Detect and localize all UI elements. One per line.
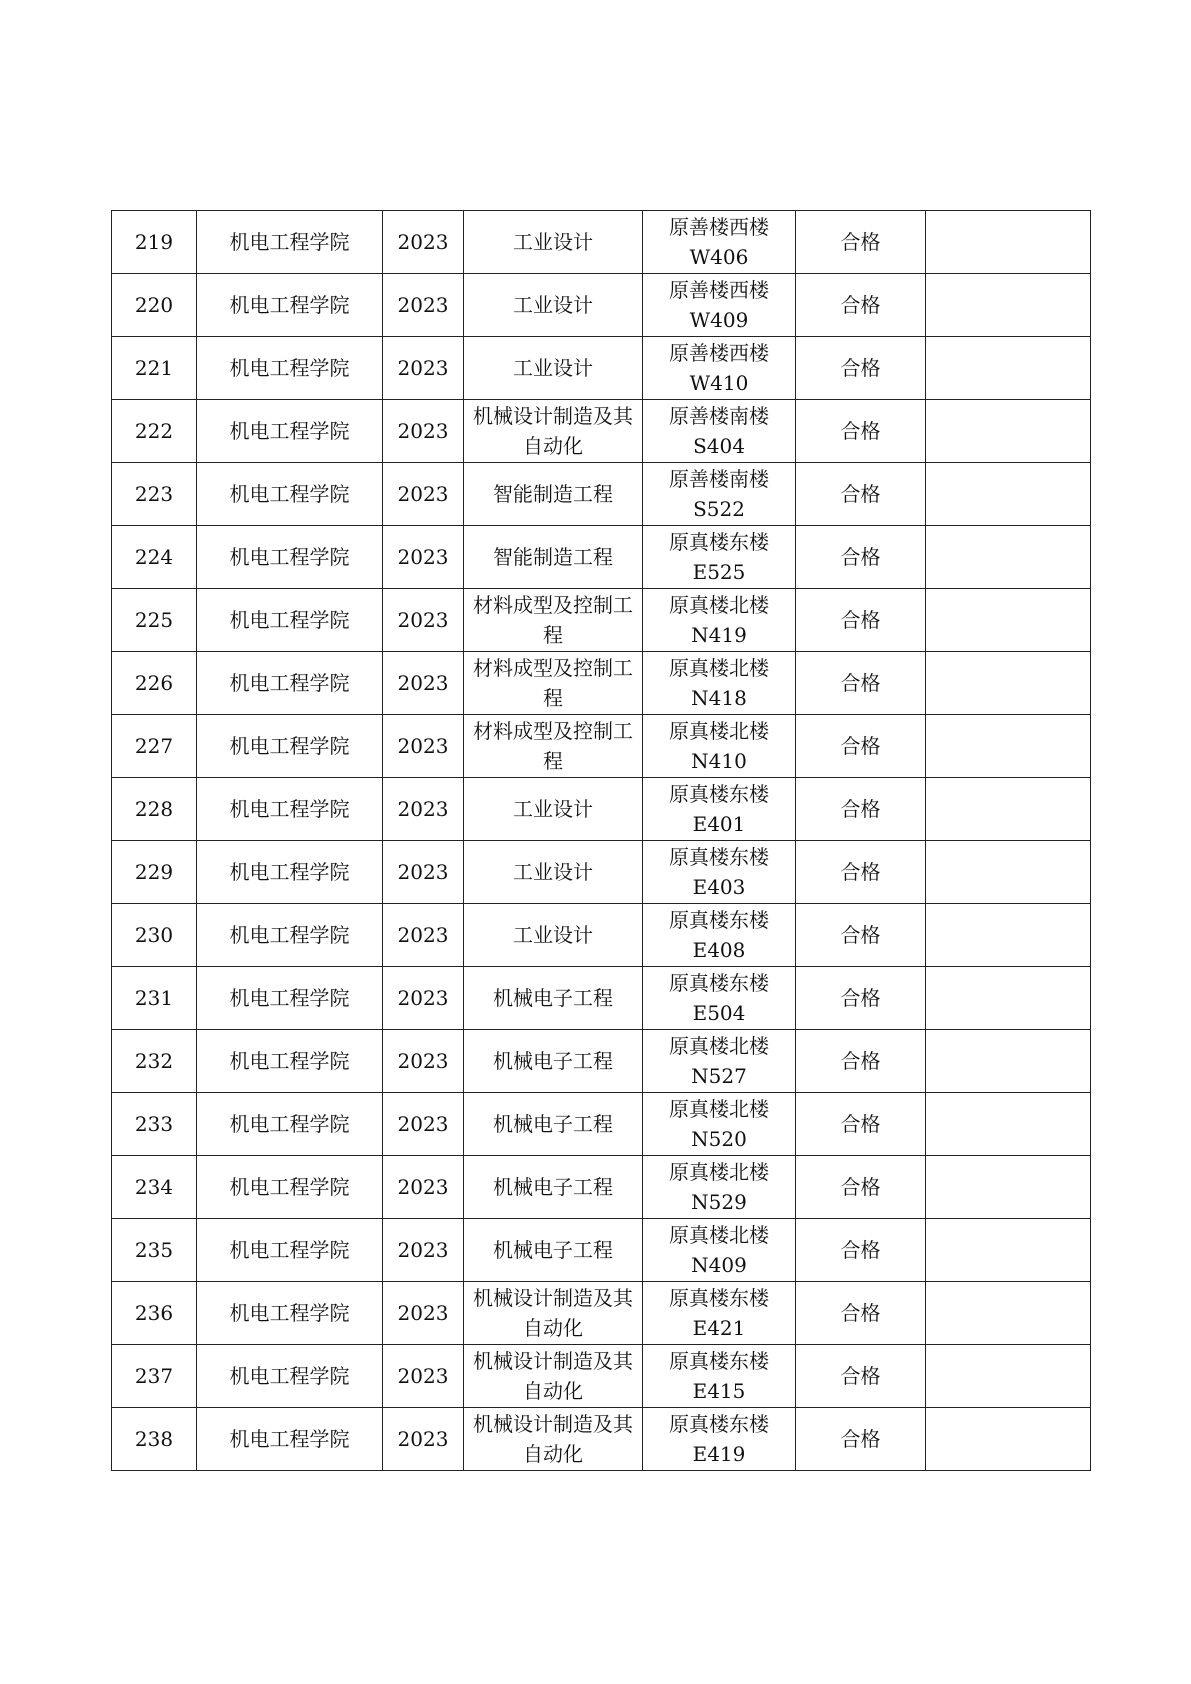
cell-result: 合格 — [796, 967, 926, 1030]
table-row — [112, 1093, 1091, 1156]
room-number: E525 — [692, 560, 746, 584]
cell-result: 合格 — [796, 1093, 926, 1156]
cell-year: 2023 — [383, 1282, 464, 1345]
room-number: E419 — [692, 1442, 746, 1466]
cell-remark — [926, 1282, 1091, 1345]
room-number: S522 — [693, 497, 745, 521]
cell-room — [643, 1030, 796, 1093]
room-number: N529 — [691, 1190, 747, 1214]
cell-major: 工业设计 — [464, 778, 643, 841]
table-row — [112, 904, 1091, 967]
table-row — [112, 1156, 1091, 1219]
room-building: 原真楼东楼 — [669, 530, 769, 554]
cell-remark — [926, 1408, 1091, 1471]
cell-major: 材料成型及控制工程 — [464, 715, 643, 778]
cell-major: 工业设计 — [464, 274, 643, 337]
cell-year: 2023 — [383, 337, 464, 400]
cell-no: 235 — [112, 1219, 197, 1282]
cell-major: 机械设计制造及其自动化 — [464, 1345, 643, 1408]
cell-result: 合格 — [796, 715, 926, 778]
table-row — [112, 841, 1091, 904]
cell-year: 2023 — [383, 652, 464, 715]
cell-major: 机械设计制造及其自动化 — [464, 400, 643, 463]
cell-result: 合格 — [796, 904, 926, 967]
room-building: 原真楼北楼 — [669, 1034, 769, 1058]
table-row — [112, 1282, 1091, 1345]
cell-major: 材料成型及控制工程 — [464, 589, 643, 652]
cell-major: 工业设计 — [464, 211, 643, 274]
cell-year: 2023 — [383, 967, 464, 1030]
cell-college: 机电工程学院 — [197, 1408, 383, 1471]
cell-college: 机电工程学院 — [197, 400, 383, 463]
room-building: 原真楼北楼 — [669, 593, 769, 617]
cell-remark — [926, 652, 1091, 715]
cell-college: 机电工程学院 — [197, 526, 383, 589]
cell-result: 合格 — [796, 589, 926, 652]
table-row — [112, 211, 1091, 274]
cell-major: 工业设计 — [464, 904, 643, 967]
table-row — [112, 715, 1091, 778]
room-number: E504 — [692, 1001, 746, 1025]
cell-year: 2023 — [383, 1093, 464, 1156]
cell-major: 智能制造工程 — [464, 463, 643, 526]
cell-college: 机电工程学院 — [197, 1030, 383, 1093]
cell-remark — [926, 463, 1091, 526]
cell-remark — [926, 1030, 1091, 1093]
cell-no: 226 — [112, 652, 197, 715]
cell-college: 机电工程学院 — [197, 904, 383, 967]
cell-result: 合格 — [796, 463, 926, 526]
room-number: E415 — [692, 1379, 746, 1403]
cell-remark — [926, 904, 1091, 967]
cell-no: 229 — [112, 841, 197, 904]
cell-year: 2023 — [383, 211, 464, 274]
table-row — [112, 274, 1091, 337]
cell-college: 机电工程学院 — [197, 1282, 383, 1345]
cell-room — [643, 1093, 796, 1156]
cell-room — [643, 652, 796, 715]
cell-room — [643, 526, 796, 589]
cell-no: 234 — [112, 1156, 197, 1219]
cell-college: 机电工程学院 — [197, 778, 383, 841]
cell-major: 机械设计制造及其自动化 — [464, 1408, 643, 1471]
cell-room — [643, 1156, 796, 1219]
cell-room — [643, 337, 796, 400]
cell-major: 机械设计制造及其自动化 — [464, 1282, 643, 1345]
cell-remark — [926, 1156, 1091, 1219]
cell-college: 机电工程学院 — [197, 1093, 383, 1156]
cell-result: 合格 — [796, 1156, 926, 1219]
cell-no: 237 — [112, 1345, 197, 1408]
table-row — [112, 337, 1091, 400]
cell-remark — [926, 967, 1091, 1030]
table-row — [112, 1219, 1091, 1282]
cell-major: 工业设计 — [464, 841, 643, 904]
room-building: 原真楼东楼 — [669, 908, 769, 932]
cell-result: 合格 — [796, 1345, 926, 1408]
cell-year: 2023 — [383, 400, 464, 463]
cell-major: 机械电子工程 — [464, 1030, 643, 1093]
room-number: E408 — [692, 938, 746, 962]
cell-college: 机电工程学院 — [197, 715, 383, 778]
table-row — [112, 400, 1091, 463]
cell-no: 220 — [112, 274, 197, 337]
table-row — [112, 463, 1091, 526]
cell-year: 2023 — [383, 904, 464, 967]
cell-no: 232 — [112, 1030, 197, 1093]
room-number: N418 — [691, 686, 747, 710]
cell-room — [643, 1408, 796, 1471]
cell-remark — [926, 841, 1091, 904]
cell-no: 222 — [112, 400, 197, 463]
cell-college: 机电工程学院 — [197, 652, 383, 715]
cell-no: 223 — [112, 463, 197, 526]
room-building: 原善楼西楼 — [669, 341, 769, 365]
cell-result: 合格 — [796, 1030, 926, 1093]
cell-college: 机电工程学院 — [197, 1345, 383, 1408]
cell-year: 2023 — [383, 589, 464, 652]
cell-remark — [926, 400, 1091, 463]
cell-remark — [926, 211, 1091, 274]
cell-major: 机械电子工程 — [464, 1156, 643, 1219]
room-number: E421 — [692, 1316, 746, 1340]
cell-no: 225 — [112, 589, 197, 652]
room-number: N520 — [691, 1127, 747, 1151]
cell-result: 合格 — [796, 841, 926, 904]
cell-college: 机电工程学院 — [197, 967, 383, 1030]
cell-year: 2023 — [383, 274, 464, 337]
cell-college: 机电工程学院 — [197, 463, 383, 526]
table-row — [112, 1345, 1091, 1408]
cell-no: 219 — [112, 211, 197, 274]
cell-major: 机械电子工程 — [464, 1219, 643, 1282]
cell-year: 2023 — [383, 1408, 464, 1471]
cell-result: 合格 — [796, 400, 926, 463]
cell-room — [643, 778, 796, 841]
cell-major: 机械电子工程 — [464, 1093, 643, 1156]
cell-result: 合格 — [796, 211, 926, 274]
room-building: 原真楼东楼 — [669, 782, 769, 806]
room-number: E403 — [692, 875, 746, 899]
cell-year: 2023 — [383, 778, 464, 841]
room-building: 原真楼东楼 — [669, 845, 769, 869]
cell-room — [643, 1219, 796, 1282]
cell-year: 2023 — [383, 1156, 464, 1219]
table-row — [112, 967, 1091, 1030]
cell-result: 合格 — [796, 1408, 926, 1471]
room-number: S404 — [693, 434, 745, 458]
room-number: N527 — [691, 1064, 747, 1088]
room-building: 原真楼北楼 — [669, 656, 769, 680]
cell-college: 机电工程学院 — [197, 589, 383, 652]
cell-major: 材料成型及控制工程 — [464, 652, 643, 715]
cell-college: 机电工程学院 — [197, 1219, 383, 1282]
cell-room — [643, 463, 796, 526]
room-number: W406 — [689, 245, 749, 269]
room-building: 原真楼东楼 — [669, 1349, 769, 1373]
table-row — [112, 778, 1091, 841]
cell-year: 2023 — [383, 1030, 464, 1093]
cell-college: 机电工程学院 — [197, 274, 383, 337]
cell-year: 2023 — [383, 463, 464, 526]
cell-year: 2023 — [383, 1345, 464, 1408]
cell-remark — [926, 715, 1091, 778]
cell-remark — [926, 274, 1091, 337]
cell-remark — [926, 526, 1091, 589]
cell-room — [643, 715, 796, 778]
cell-no: 236 — [112, 1282, 197, 1345]
cell-no: 228 — [112, 778, 197, 841]
cell-year: 2023 — [383, 1219, 464, 1282]
cell-result: 合格 — [796, 1219, 926, 1282]
cell-remark — [926, 337, 1091, 400]
cell-result: 合格 — [796, 526, 926, 589]
cell-room — [643, 1345, 796, 1408]
cell-no: 224 — [112, 526, 197, 589]
cell-room — [643, 841, 796, 904]
cell-result: 合格 — [796, 652, 926, 715]
cell-no: 238 — [112, 1408, 197, 1471]
room-number: N419 — [691, 623, 747, 647]
room-number: W409 — [689, 308, 749, 332]
cell-year: 2023 — [383, 715, 464, 778]
cell-no: 231 — [112, 967, 197, 1030]
cell-room — [643, 967, 796, 1030]
cell-college: 机电工程学院 — [197, 211, 383, 274]
cell-remark — [926, 778, 1091, 841]
cell-room — [643, 400, 796, 463]
cell-room — [643, 1282, 796, 1345]
cell-no: 230 — [112, 904, 197, 967]
cell-remark — [926, 1219, 1091, 1282]
cell-result: 合格 — [796, 778, 926, 841]
cell-year: 2023 — [383, 526, 464, 589]
cell-room — [643, 211, 796, 274]
cell-result: 合格 — [796, 337, 926, 400]
cell-remark — [926, 1345, 1091, 1408]
cell-major: 智能制造工程 — [464, 526, 643, 589]
cell-college: 机电工程学院 — [197, 1156, 383, 1219]
table-row — [112, 1030, 1091, 1093]
cell-room — [643, 589, 796, 652]
room-building: 原善楼南楼 — [669, 404, 769, 428]
room-building: 原善楼西楼 — [669, 278, 769, 302]
table-row — [112, 526, 1091, 589]
room-building: 原真楼东楼 — [669, 1412, 769, 1436]
room-building: 原真楼北楼 — [669, 1097, 769, 1121]
dorm-inspection-table — [111, 210, 1091, 1471]
cell-college: 机电工程学院 — [197, 337, 383, 400]
cell-college: 机电工程学院 — [197, 841, 383, 904]
table-body — [112, 211, 1091, 1471]
cell-no: 221 — [112, 337, 197, 400]
cell-remark — [926, 1093, 1091, 1156]
room-number: W410 — [689, 371, 749, 395]
table-row — [112, 589, 1091, 652]
table-row — [112, 1408, 1091, 1471]
cell-result: 合格 — [796, 274, 926, 337]
cell-major: 工业设计 — [464, 337, 643, 400]
room-building: 原善楼西楼 — [669, 215, 769, 239]
room-building: 原善楼南楼 — [669, 467, 769, 491]
room-building: 原真楼北楼 — [669, 1223, 769, 1247]
cell-room — [643, 904, 796, 967]
room-building: 原真楼东楼 — [669, 971, 769, 995]
cell-no: 227 — [112, 715, 197, 778]
room-building: 原真楼北楼 — [669, 719, 769, 743]
room-building: 原真楼北楼 — [669, 1160, 769, 1184]
room-building: 原真楼东楼 — [669, 1286, 769, 1310]
cell-no: 233 — [112, 1093, 197, 1156]
cell-room — [643, 274, 796, 337]
cell-major: 机械电子工程 — [464, 967, 643, 1030]
cell-result: 合格 — [796, 1282, 926, 1345]
table-row — [112, 652, 1091, 715]
cell-year: 2023 — [383, 841, 464, 904]
room-number: N410 — [691, 749, 747, 773]
room-number: E401 — [692, 812, 746, 836]
room-number: N409 — [691, 1253, 747, 1277]
cell-remark — [926, 589, 1091, 652]
